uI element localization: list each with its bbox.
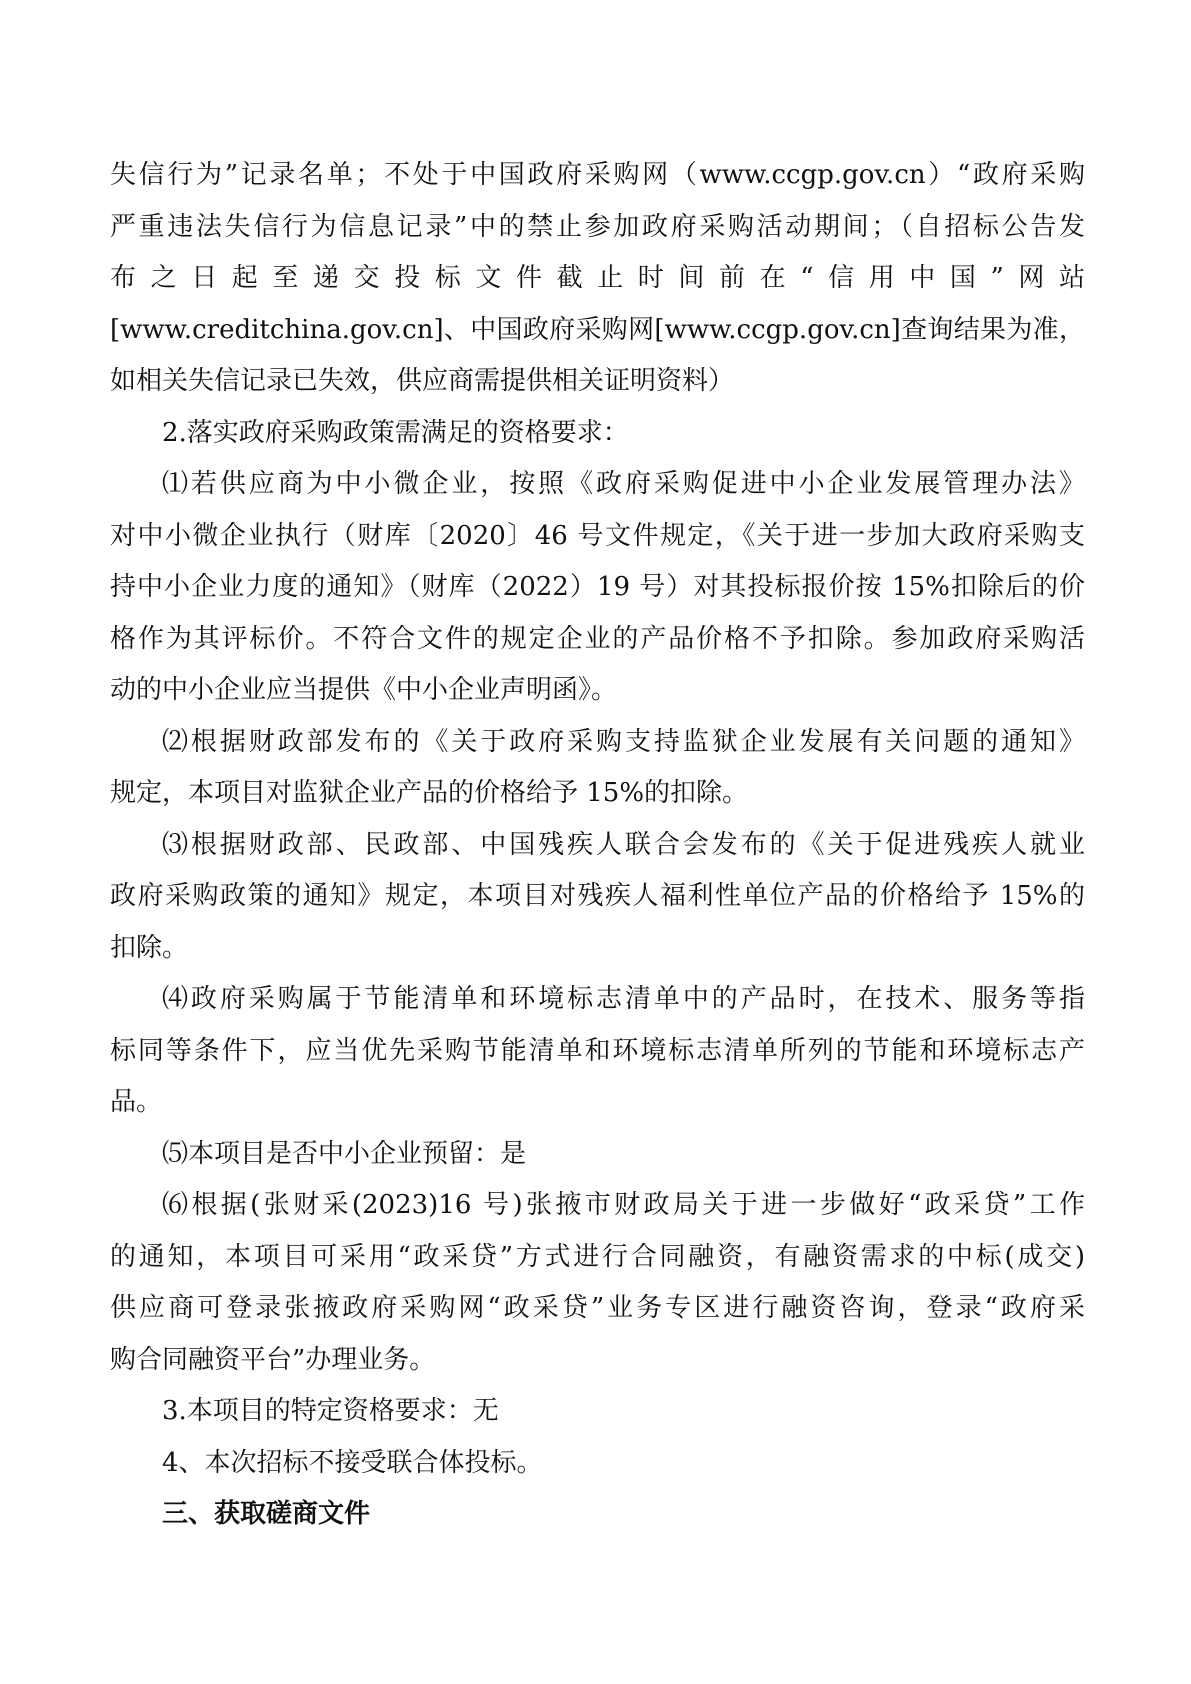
paragraph	[110, 974, 1085, 1129]
text-line: 供应商可登录张掖政府采购网“政采贷”业务专区进行融资咨询，登录“政府采	[110, 1293, 1085, 1323]
paragraph	[110, 150, 1085, 408]
text-line: 严重违法失信行为信息记录”中的禁止参加政府采购活动期间；（自招标公告发	[110, 211, 1085, 242]
text-line: 标同等条件下，应当优先采购节能清单和环境标志清单所列的节能和环境标志产	[110, 1035, 1085, 1066]
text-line: 格作为其评标价。不符合文件的规定企业的产品价格不予扣除。参加政府采购活	[110, 623, 1085, 654]
text-line: ⑷政府采购属于节能清单和环境标志清单中的产品时，在技术、服务等指	[162, 984, 1085, 1014]
text-line: 2.落实政府采购政策需满足的资格要求：	[162, 417, 629, 448]
paragraph	[110, 1386, 1085, 1438]
paragraph-list	[110, 150, 1085, 1489]
paragraph	[110, 1180, 1085, 1386]
text-line: ⑸本项目是否中小企业预留：是	[162, 1138, 527, 1169]
paragraph	[110, 717, 1085, 820]
text-line: ⑹根据(张财采(2023)16 号)张掖市财政局关于进一步做好“政采贷”工作	[162, 1190, 1085, 1220]
text-line: ⑶根据财政部、民政部、中国残疾人联合会发布的《关于促进残疾人就业	[162, 829, 1085, 860]
paragraph	[110, 1129, 1085, 1181]
text-line: ⑴若供应商为中小微企业，按照《政府采购促进中小企业发展管理办法》	[162, 469, 1085, 499]
text-line: 扣除。	[110, 932, 189, 963]
text-line: 失信行为”记录名单；不处于中国政府采购网（www.ccgp.gov.cn）“政府采购	[110, 160, 1085, 190]
text-line: 购合同融资平台”办理业务。	[110, 1344, 436, 1375]
text-line: 动的中小企业应当提供《中小企业声明函》。	[110, 675, 618, 705]
paragraph	[110, 408, 1085, 460]
text-line: 如相关失信记录已失效，供应商需提供相关证明资料）	[110, 366, 735, 396]
text-line: 规定，本项目对监狱企业产品的价格给予 15%的扣除。	[110, 778, 749, 808]
text-line: 3.本项目的特定资格要求：无	[162, 1396, 499, 1426]
text-line: 的通知，本项目可采用“政采贷”方式进行合同融资，有融资需求的中标(成交)	[110, 1241, 1085, 1272]
text-line: 对中小微企业执行（财库〔2020〕46 号文件规定，《关于进一步加大政府采购支	[110, 520, 1085, 551]
text-line: 品。	[110, 1087, 163, 1117]
text-line: 政府采购政策的通知》规定，本项目对残疾人福利性单位产品的价格给予 15%的	[110, 881, 1085, 911]
text-line: 4、本次招标不接受联合体投标。	[162, 1447, 543, 1478]
text-line: ⑵根据财政部发布的《关于政府采购支持监狱企业发展有关问题的通知》	[162, 726, 1085, 757]
paragraph	[110, 820, 1085, 975]
document-body	[110, 150, 1085, 1541]
section-heading: 三、获取磋商文件	[162, 1499, 371, 1529]
text-line: [www.creditchina.gov.cn]、中国政府采购网[www.ccgp.gov.cn]查询结果为准，	[110, 314, 1085, 345]
text-line: 布之日起至递交投标文件截止时间前在“信用中国”网站	[110, 263, 1085, 293]
paragraph	[110, 459, 1085, 717]
paragraph	[110, 1438, 1085, 1490]
text-line: 持中小企业力度的通知》（财库（2022）19 号）对其投标报价按 15%扣除后的价	[110, 572, 1085, 602]
